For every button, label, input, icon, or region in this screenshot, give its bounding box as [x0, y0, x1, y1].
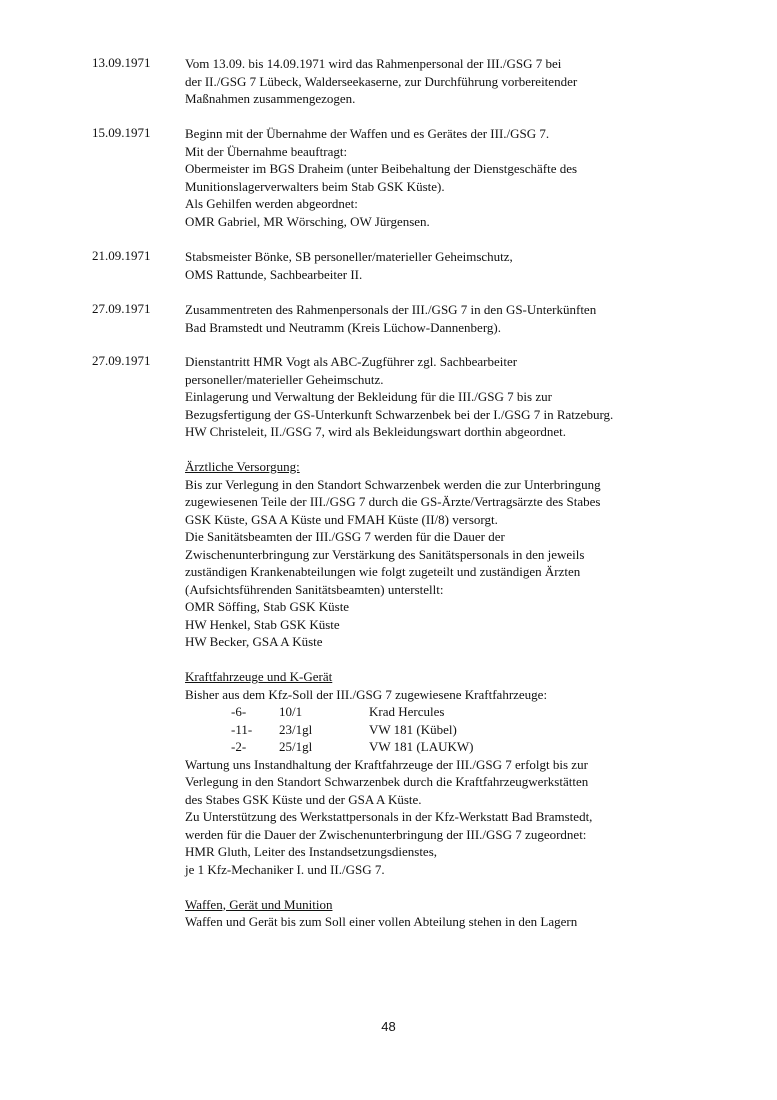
vehicle-code: 25/1gl [279, 739, 313, 754]
paragraph-gap [185, 441, 655, 459]
text-line: zuständigen Krankenabteilungen wie folgt zugeteilt und zuständigen Ärzten [185, 564, 581, 579]
text-line: OMS Rattunde, Sachbearbeiter II. [185, 266, 363, 282]
text-line: Einlagerung und Verwaltung der Bekleidung für die III./GSG 7 bis zur [185, 389, 552, 404]
text-line: Bisher aus dem Kfz-Soll der III./GSG 7 zugewiesene Kraftfahrzeuge: [185, 686, 548, 702]
entry-text [185, 55, 655, 108]
text-line: Munitionslagerverwalters beim Stab GSK Küste). [185, 178, 445, 194]
section-heading-medical: Ärztliche Versorgung: [185, 459, 300, 474]
text-line: Zwischenunterbringung zur Verstärkung des Sanitätspersonals in den jeweils [185, 546, 585, 562]
text-line: Beginn mit der Übernahme der Waffen und es Gerätes der III./GSG 7. [185, 126, 550, 141]
text-line: des Stabes GSK Küste und der GSA A Küste. [185, 791, 422, 807]
text-line: Als Gehilfen werden abgeordnet: [185, 196, 358, 211]
text-line: HMR Gluth, Leiter des Instandsetzungsdienstes, [185, 844, 438, 859]
vehicle-row [185, 721, 655, 739]
text-line: Wartung uns Instandhaltung der Kraftfahrzeuge der III./GSG 7 erfolgt bis zur [185, 756, 588, 772]
entry-date: 15.09.1971 [92, 125, 151, 140]
vehicle-count: -11- [231, 721, 253, 737]
text-line: Verlegung in den Standort Schwarzenbek durch die Kraftfahrzeugwerkstätten [185, 774, 589, 789]
text-line: (Aufsichtsführenden Sanitätsbeamten) unterstellt: [185, 581, 444, 597]
vehicle-count: -2- [231, 739, 247, 754]
text-line: GSK Küste, GSA A Küste und FMAH Küste (II/8) versorgt. [185, 511, 498, 527]
text-line: Mit der Übernahme beauftragt: [185, 143, 348, 159]
text-line: Stabsmeister Bönke, SB personeller/materieller Geheimschutz, [185, 249, 513, 264]
paragraph-gap [185, 878, 655, 896]
text-line: Obermeister im BGS Draheim (unter Beibehaltung der Dienstgeschäfte des [185, 161, 578, 176]
text-line: Dienstantritt HMR Vogt als ABC-Zugführer zgl. Sachbearbeiter [185, 354, 518, 369]
entry-text [185, 125, 655, 230]
text-line: HW Becker, GSA A Küste [185, 634, 323, 649]
text-line: Waffen und Gerät bis zum Soll einer vollen Abteilung stehen in den Lagern [185, 914, 578, 929]
entry-date: 21.09.1971 [92, 248, 151, 263]
text-line: je 1 Kfz-Mechaniker I. und II./GSG 7. [185, 861, 385, 877]
vehicle-type: VW 181 (LAUKW) [369, 739, 474, 754]
text-line: HW Christeleit, II./GSG 7, wird als Bekleidungswart dorthin abgeordnet. [185, 424, 567, 439]
vehicle-count: -6- [231, 704, 247, 719]
vehicle-row [185, 738, 655, 756]
vehicle-row [185, 703, 655, 721]
entry-text [185, 301, 655, 336]
entry-date: 27.09.1971 [92, 353, 151, 368]
text-line: OMR Gabriel, MR Wörsching, OW Jürgensen. [185, 213, 430, 229]
text-line: Bezugsfertigung der GS-Unterkunft Schwarzenbek bei der I./GSG 7 in Ratzeburg. [185, 406, 614, 422]
text-line: HW Henkel, Stab GSK Küste [185, 616, 340, 632]
text-line: Zu Unterstützung des Werkstattpersonals in der Kfz-Werkstatt Bad Bramstedt, [185, 809, 593, 824]
entry-date: 13.09.1971 [92, 55, 151, 70]
text-line: der II./GSG 7 Lübeck, Walderseekaserne, zur Durchführung vorbereitender [185, 73, 578, 89]
vehicle-code: 10/1 [279, 704, 303, 719]
entry-date: 27.09.1971 [92, 301, 151, 316]
paragraph-gap [185, 651, 655, 669]
text-line: Zusammentreten des Rahmenpersonals der III./GSG 7 in den GS-Unterkünften [185, 302, 597, 317]
section-heading-weapons: Waffen, Gerät und Munition [185, 896, 333, 912]
vehicle-type: Krad Hercules [369, 704, 445, 719]
text-line: werden für die Dauer der Zwischenunterbringung der III./GSG 7 zugeordnet: [185, 826, 587, 842]
text-line: Bad Bramstedt und Neutramm (Kreis Lüchow-Dannenberg). [185, 319, 502, 335]
entry-text [185, 353, 655, 931]
text-line: Maßnahmen zusammengezogen. [185, 91, 356, 106]
text-line: Bis zur Verlegung in den Standort Schwarzenbek werden die zur Unterbringung [185, 476, 601, 492]
text-line: Die Sanitätsbeamten der III./GSG 7 werden für die Dauer der [185, 529, 505, 544]
page-number: 48 [381, 1019, 396, 1034]
entry-text [185, 248, 655, 283]
text-line: OMR Söffing, Stab GSK Küste [185, 599, 350, 614]
vehicle-code: 23/1gl [279, 721, 313, 737]
text-line: Vom 13.09. bis 14.09.1971 wird das Rahmenpersonal der III./GSG 7 bei [185, 56, 562, 71]
text-line: zugewiesenen Teile der III./GSG 7 durch die GS-Ärzte/Vertragsärzte des Stabes [185, 494, 601, 509]
text-line: personeller/materieller Geheimschutz. [185, 371, 384, 387]
section-heading-vehicles: Kraftfahrzeuge und K-Gerät [185, 669, 333, 684]
vehicle-type: VW 181 (Kübel) [369, 721, 457, 737]
